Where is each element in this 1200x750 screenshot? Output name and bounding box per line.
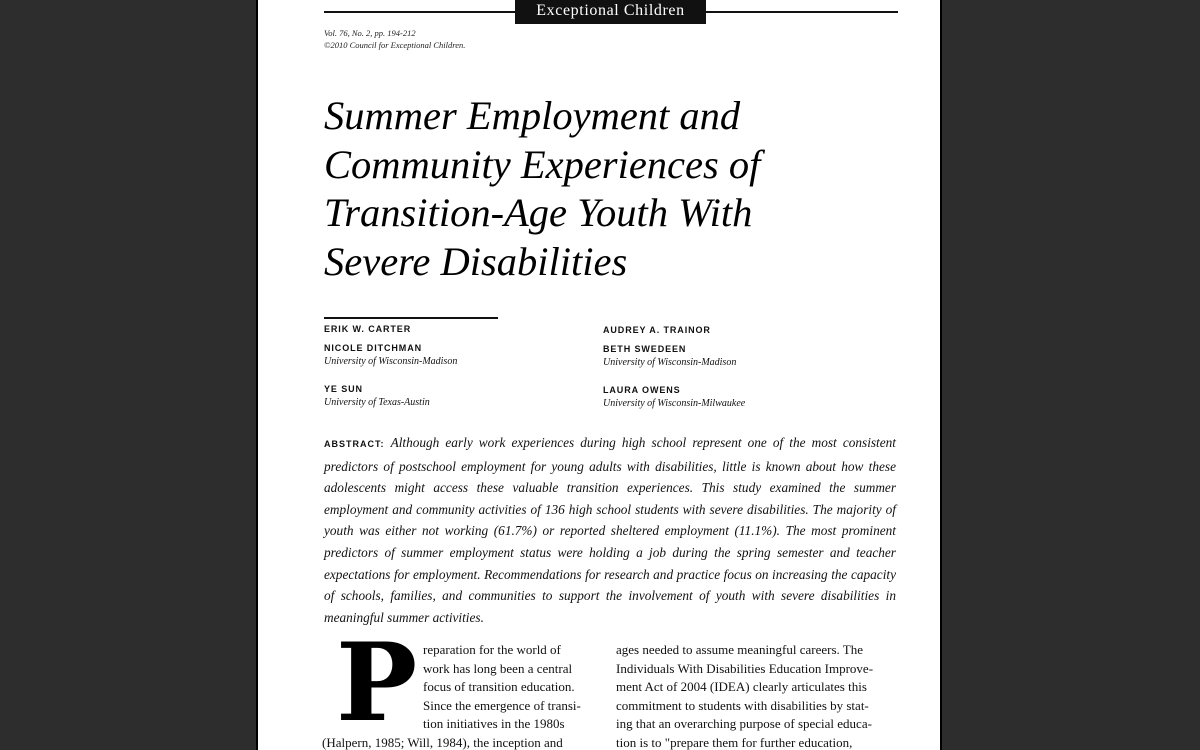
body-column-left-top <box>423 641 603 734</box>
body-line: tion initiatives in the 1980s <box>423 716 565 732</box>
author-block <box>603 323 711 337</box>
citation-volume: Vol. 76, No. 2, pp. 194-212 <box>324 28 416 38</box>
body-line: tion is to "prepare them for further education, <box>616 734 853 750</box>
author-block <box>603 342 736 370</box>
body-line: reparation for the world of <box>423 642 561 657</box>
body-line: Individuals With Disabilities Education Improve- <box>616 660 874 676</box>
abstract-text: Although early work experiences during high school represent one of the most consistent predictors of postschool employment for young adults with disabilities, little is known about how these adolescents might access these valuable transition experiences. This study examined the summer employment and community activities of 136 high school students with severe disabilities. The majority of youth was either not working (61.7%) or reported sheltered employment (11.1%). The most prominent predictors of summer employment status were holding a job during the spring semester and teacher expectations for employment. Recommendations for research and practice focus on increasing the capacity of schools, families, and communities to support the involvement of youth with severe disabilities in meaningful summer activities. <box>324 435 896 625</box>
body-line: ment Act of 2004 (IDEA) clearly articulates this <box>616 679 867 695</box>
citation <box>324 27 465 51</box>
body-line: ages needed to assume meaningful careers. The <box>616 642 864 657</box>
body-line: focus of transition education. <box>423 679 575 695</box>
body-column-right <box>616 641 898 750</box>
abstract-label: ABSTRACT: <box>324 439 385 449</box>
body-column-left-bottom <box>322 734 604 750</box>
document-page <box>256 0 942 750</box>
author-name: LAURA OWENS <box>603 385 681 395</box>
author-block <box>603 383 745 411</box>
body-line: ing that an overarching purpose of special educa- <box>616 716 872 732</box>
author-name: NICOLE DITCHMAN <box>324 343 422 353</box>
body-line: commitment to students with disabilities by stat- <box>616 697 869 713</box>
header-rule-right <box>706 11 898 13</box>
author-name: BETH SWEDEEN <box>603 344 687 354</box>
authors-rule <box>324 317 498 319</box>
citation-copyright: ©2010 Council for Exceptional Children. <box>324 40 466 50</box>
body-line: (Halpern, 1985; Will, 1984), the inception and <box>322 735 563 750</box>
author-affiliation: University of Wisconsin-Madison <box>603 357 737 368</box>
title-line: Transition-Age Youth With <box>324 190 753 235</box>
title-line: Community Experiences of <box>324 141 761 187</box>
author-affiliation: University of Wisconsin-Milwaukee <box>603 398 746 409</box>
author-name: ERIK W. CARTER <box>324 324 412 334</box>
title-line: Summer Employment and <box>324 93 741 138</box>
journal-banner: Exceptional Children <box>515 0 706 24</box>
author-name: YE SUN <box>324 384 363 394</box>
author-affiliation: University of Texas-Austin <box>324 397 430 408</box>
author-block <box>324 322 411 336</box>
article-title <box>324 92 844 286</box>
author-block <box>324 382 430 410</box>
body-line: work has long been a central <box>423 660 573 676</box>
drop-cap: P <box>336 620 418 746</box>
author-block <box>324 341 457 369</box>
title-line: Severe Disabilities <box>324 238 628 284</box>
abstract <box>324 432 896 628</box>
body-line: Since the emergence of transi- <box>423 697 581 713</box>
author-affiliation: University of Wisconsin-Madison <box>324 356 458 367</box>
header-rule-left <box>324 11 515 13</box>
author-name: AUDREY A. TRAINOR <box>603 325 711 335</box>
